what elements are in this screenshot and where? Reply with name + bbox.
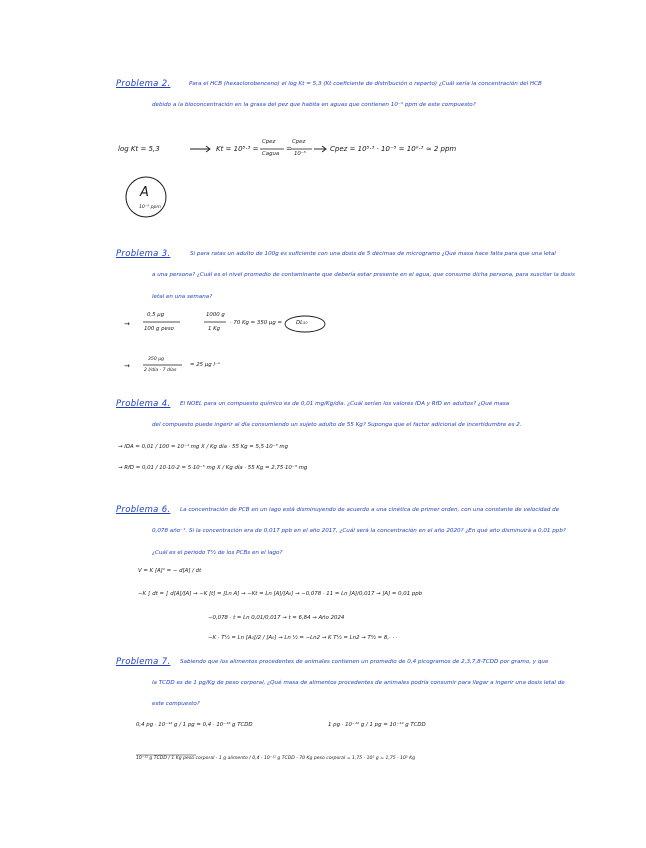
problem-7-line-1: Sabiendo que los alimentos procedentes de animales contienen un promedio de 0,4 picogramos de 2,3,7,8-TCDD por gramo, y que — [180, 659, 549, 665]
p3-arrow-1: → — [124, 320, 130, 328]
problem-7-line-3: este compuesto? — [152, 701, 200, 707]
p3-dl50-circle — [285, 316, 325, 332]
p3-frac3-den: 2 l/día · 7 días — [144, 368, 177, 373]
p4-rfd: → RfD = 0,01 / 10·10·2 = 5·10⁻⁵ mg X / Kg día · 55 Kg = 2,75·10⁻³ mg — [118, 465, 308, 471]
problem-6-line-1: La concentración de PCB en un lago está disminuyendo de acuerdo a una cinética de primer orden, con una constante de velocidad de — [180, 507, 560, 513]
p2-frac-den-2: 10⁻⁵ — [294, 151, 306, 157]
p6-year-calc: −0,078 · t = Ln 0,01/0,017 → t = 6,84 → Año 2024 — [208, 615, 345, 621]
p3-frac1-den: 100 g peso — [144, 326, 174, 332]
problem-2-title: Problema 2. — [116, 79, 171, 89]
p3-frac2-den: 1 Kg — [208, 326, 221, 332]
problem-6-line-3: ¿Cuál es el periodo T½ de los PCBs en el lago? — [152, 550, 283, 556]
p2-sketch-circle — [126, 177, 166, 217]
problem-3-title: Problema 3. — [116, 249, 171, 259]
problem-3-line-1: Si para ratas un adulto de 100g es suficiente con una dosis de 5 décimas de microgramo ¿Qué masa hace falta para que una letal — [190, 251, 556, 257]
p3-arrow-2: → — [124, 362, 130, 370]
p2-math-cpez: Cpez = 10⁵·³ · 10⁻⁵ = 10⁰·³ ≈ 2 ppm — [330, 145, 457, 153]
problem-7-title: Problema 7. — [116, 657, 171, 667]
p4-ida: → IDA = 0,01 / 100 = 10⁻⁴ mg X / Kg día · 55 Kg = 5,5·10⁻³ mg — [118, 444, 289, 450]
problem-6-title: Problema 6. — [116, 505, 171, 515]
p3-frac3-num: 350 μg — [148, 357, 165, 362]
problem-4-title: Problema 4. — [116, 399, 171, 409]
p6-rate-law: V = K [A]¹ = − d[A] / dt — [138, 568, 202, 574]
problem-4-line-1: El NOEL para un compuesto químico es de 0,01 mg/Kg/día. ¿Cuál serían los valores IDA y RfD en adultos? ¿Qué masa — [180, 401, 510, 407]
problem-2-line-2: debido a la bioconcentración en la grasa del pez que habita en aguas que contienen 10⁻⁵ ppm de este compuesto? — [152, 102, 476, 108]
problem-7-line-2: la TCDD es de 1 pg/Kg de peso corporal, ¿Qué masa de alimentos procedentes de animales podría consumir para llegar a ingerir una dosis letal de — [152, 680, 565, 686]
p3-dl50: DL₅₀ — [296, 320, 308, 326]
p3-concentration: = 25 μg l⁻¹ — [190, 362, 220, 368]
p7-dose-calc: 1 pg · 10⁻¹² g / 1 pg = 10⁻¹² g TCDD — [328, 722, 426, 728]
p3-result: · 70 Kg = 350 μg = — [230, 320, 282, 326]
p2-equals: = — [286, 145, 292, 153]
problem-3-line-2: a una persona? ¿Cuál es el nivel promedio de contaminante que debería estar presente en el agua, que consume dicha persona, para suscitar la dosis — [152, 272, 575, 278]
p3-frac2-num: 1000 g — [206, 312, 225, 318]
p3-frac1-num: 0,5 μg — [147, 312, 165, 318]
p2-circle-sublabel: 10⁻⁵ ppm — [139, 205, 161, 210]
p2-circle-label: A — [140, 185, 149, 200]
p7-conc-calc: 0,4 pg · 10⁻¹² g / 1 pg = 0,4 · 10⁻¹² g TCDD — [136, 722, 253, 728]
p2-math-kt: Kt = 10⁵·³ = — [216, 145, 259, 153]
problem-6-line-2: 0,078 año⁻¹. Si la concentración era de 0,017 ppb en el año 2017, ¿Cuál será la concentración en el año 2020? ¿En qué año disminuirá a 0,01 ppb? — [152, 528, 566, 534]
p2-frac-num-2: Cpez — [292, 139, 306, 145]
p2-frac-num-1: Cpez — [262, 139, 276, 145]
p7-mass-calc: 10⁻¹² g TCDD / 1 Kg peso corporal · 1 g alimento / 0,4 · 10⁻¹² g TCDD · 70 Kg peso corporal = 1,75 · 10² g = 1,75 · 10⁵ Kg — [136, 756, 416, 761]
p6-integration: −K ∫ dt = ∫ d[A]/[A] → −K [t] = [Ln A] → −Kt = Ln [A]/[A₀] → −0,078 · 11 = Ln [A]/0,017 → [A] = 0,01 ppb — [138, 591, 423, 597]
problem-4-line-2: del compuesto puede ingerir al día consumiendo un sujeto adulto de 55 Kg? Suponga que el factor adicional de incertidumbre es 2. — [152, 422, 522, 428]
p2-frac-den-1: Cagua — [262, 151, 280, 157]
p6-half-life: −K · T½ = Ln [A₀]/2 / [A₀] → Ln ½ = −Ln2 → K T½ = Ln2 → T½ = 8,· · · — [208, 635, 398, 641]
problem-3-line-3: letal en una semana? — [152, 294, 213, 300]
problem-2-line-1: Para el HCB (hexaclorobenceno) el log Kt = 5,3 (Kt coeficiente de distribución o reparto) ¿Cuál sería la concentración del HCB — [189, 81, 542, 87]
p2-math-log: log Kt = 5,3 — [118, 145, 160, 153]
